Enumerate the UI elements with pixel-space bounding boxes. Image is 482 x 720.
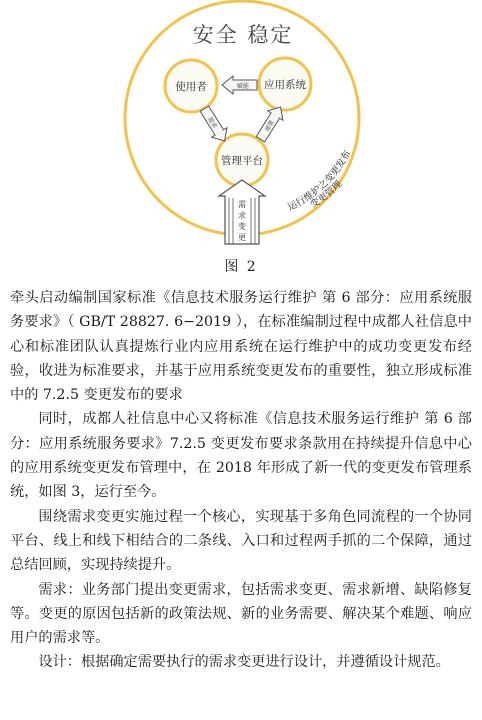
outer-label: 安全 稳定 [192,23,294,47]
node-user-label: 使用者 [175,81,207,93]
arrow-user-to-platform-label: 需求 [205,115,219,130]
ring-label-2-path: 变更管理 [308,178,345,211]
arrow-app-to-user [222,76,257,94]
body-text [10,286,472,675]
ring-label-1-path: 运行维护之变更发布 [286,148,354,214]
bottom-input-char-1: 需 [238,200,246,209]
node-app-label: 应用系统 [264,79,306,91]
arrow-platform-to-app-label: 部署 [263,119,276,134]
bottom-input-char-3: 变 [238,222,246,231]
paragraph-3: 围绕需求变更实施过程一个核心，实现基于多角色同流程的一个协同平台、线上和线下相结合的二条线、入口和过程两手抓的二个保障，通过总结回顾，实现持续提升。 [10,508,472,574]
bottom-input-char-4: 更 [238,233,246,242]
bottom-input-char-2: 求 [238,211,246,220]
node-app [259,58,311,110]
paragraph-5: 设计：根据确定需要执行的需求变更进行设计，并遵循设计规范。 [38,654,450,671]
figure-2 [0,0,482,282]
change-management-diagram [0,0,482,282]
paragraph-4: 需求：业务部门提出变更需求，包括需求变更、需求新增、缺陷修复等。变更的原因包括新的政策法规、新的业务需要、解决某个难题、响应用户的需求等。 [10,581,472,647]
arrow-app-to-user-label: 赋能 [236,83,250,90]
node-platform-label: 管理平台 [221,155,263,167]
paragraph-2: 同时，成都人社信息中心又将标准《信息技术服务运行维护 第 6 部分：应用系统服务要求》7.2.5 变更发布要求条款用在持续提升信息中心的应用系统变更发布管理中，在 2018 年形成了新一代的变更发布管理系统，如图 3，运行至今。 [10,411,472,501]
figure-caption: 图 2 [224,259,258,275]
node-user [165,60,217,112]
node-platform [216,134,268,186]
arrow-bottom-input [219,180,265,244]
paragraph-1: 牵头启动编制国家标准《信息技术服务运行维护 第 6 部分：应用系统服务要求》（ GB/T 28827. 6−2019 ），在标准编制过程中成都人社信息中心和标准团队认真提炼行业内应用系统在运行维护中的成功变更发布经验，收进为标准要求，并基于应用系统变更发布的重要性，独立形成标准中的 7.2.5 变更发布的要求 [10,290,472,404]
